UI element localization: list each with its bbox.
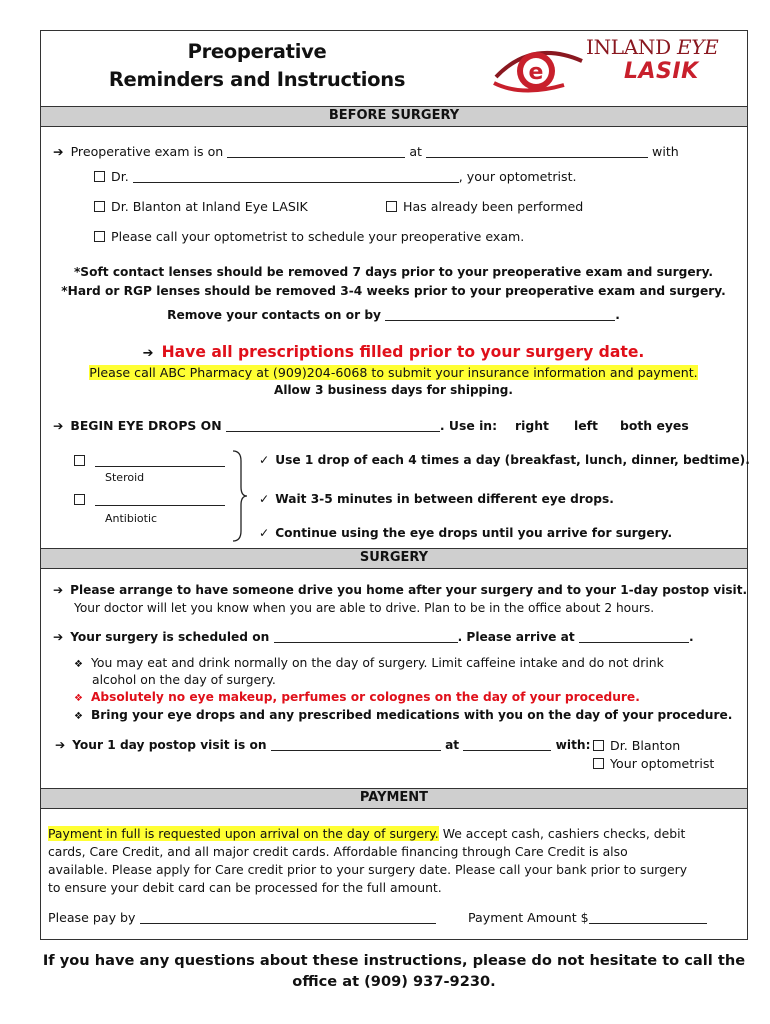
pharmacy-line: Please call ABC Pharmacy at (909)204-6068 to submit your insurance information and payment. (89, 365, 698, 380)
payment-line-4: to ensure your debit card can be processed for the full amount. (48, 880, 442, 895)
postop-visit-line: ➔ Your 1 day postop visit is on at with: (55, 738, 591, 752)
already-performed-checkbox[interactable] (386, 201, 397, 212)
postop-optometrist-option: Your optometrist (593, 756, 714, 771)
blanton-option: Dr. Blanton at Inland Eye LASIK (94, 199, 308, 214)
optometrist-checkbox[interactable] (94, 171, 105, 182)
eye-logo-icon (492, 39, 584, 99)
before-surgery-section (40, 106, 748, 551)
payment-amount-line: Payment Amount $ (468, 910, 707, 925)
checkmark-icon: ✓ (259, 453, 270, 467)
arrival-time-field[interactable] (579, 631, 689, 643)
antibiotic-checkbox[interactable] (74, 494, 85, 505)
page-title (93, 38, 421, 94)
arrow-icon: ➔ (53, 418, 64, 433)
remove-contacts-line: Remove your contacts on or by . (167, 308, 620, 322)
before-surgery-heading: BEFORE SURGERY (41, 107, 747, 127)
hard-lens-note: *Hard or RGP lenses should be removed 3-4 weeks prior to your preoperative exam and surgery. (61, 284, 726, 298)
postop-blanton-option: Dr. Blanton (593, 738, 680, 753)
payment-line-3: available. Please apply for Care credit prior to your surgery date. Please call your bank prior to surgery (48, 862, 688, 877)
antibiotic-label: Antibiotic (105, 512, 158, 525)
payment-section (40, 788, 748, 940)
logo-wordmark: INLAND EYE (586, 35, 719, 59)
arrow-icon: ➔ (53, 630, 64, 644)
surgery-scheduled-line: ➔ Your surgery is scheduled on . Please arrive at . (53, 630, 694, 644)
postop-blanton-checkbox[interactable] (593, 740, 604, 751)
drive-note: Your doctor will let you know when you are able to drive. Plan to be in the office about 2 hours. (74, 601, 655, 615)
steroid-name-field[interactable] (95, 455, 225, 467)
prescriptions-line: ➔ Have all prescriptions filled prior to your surgery date. (142, 343, 645, 361)
payment-line-2: cards, Care Credit, and all major credit cards. Affordable financing through Care Credit is also (48, 844, 628, 859)
arrow-icon: ➔ (142, 346, 154, 361)
inland-eye-lasik-logo (492, 35, 742, 101)
exam-date-line: ➔ Preoperative exam is on at with (53, 144, 679, 159)
diamond-bullet-icon: ❖ (74, 659, 83, 670)
surgery-heading: SURGERY (41, 549, 747, 569)
eye-both-option[interactable]: both eyes (620, 418, 689, 433)
page (40, 30, 748, 106)
pay-by-line: Please pay by (48, 910, 436, 925)
already-performed-option: Has already been performed (386, 199, 583, 214)
soft-lens-note: *Soft contact lenses should be removed 7 days prior to your preoperative exam and surgery. (73, 265, 714, 279)
title-line-2: Reminders and Instructions (108, 68, 406, 91)
drop-instruction-2: ✓ Wait 3-5 minutes in between different eye drops. (259, 492, 614, 506)
diamond-bullet-icon: ❖ (74, 711, 83, 722)
arrow-icon: ➔ (55, 738, 66, 752)
call-optometrist-checkbox[interactable] (94, 231, 105, 242)
postop-time-field[interactable] (463, 739, 551, 751)
eye-drops-date-field[interactable] (226, 420, 440, 432)
pay-by-date-field[interactable] (140, 912, 436, 924)
steroid-drop (74, 453, 225, 468)
arrow-icon: ➔ (53, 583, 64, 597)
shipping-note: Allow 3 business days for shipping. (274, 383, 513, 397)
eye-drops-line: ➔ BEGIN EYE DROPS ON . Use in: (53, 418, 498, 433)
arrow-icon: ➔ (53, 144, 64, 159)
eat-drink-bullet: ❖ You may eat and drink normally on the day of surgery. Limit caffeine intake and do not drink (74, 655, 664, 670)
eat-drink-bullet-cont: alcohol on the day of surgery. (92, 672, 276, 687)
steroid-checkbox[interactable] (74, 455, 85, 466)
checkmark-icon: ✓ (259, 492, 270, 506)
antibiotic-drop (74, 492, 225, 507)
brace-icon (231, 447, 249, 545)
form-header (40, 30, 748, 106)
eye-right-option[interactable]: right (515, 418, 549, 433)
payment-amount-field[interactable] (589, 912, 707, 924)
diamond-bullet-icon: ❖ (74, 693, 83, 704)
payment-text (48, 825, 748, 897)
blanton-checkbox[interactable] (94, 201, 105, 212)
eye-left-option[interactable]: left (574, 418, 598, 433)
drop-instruction-3: ✓ Continue using the eye drops until you arrive for surgery. (259, 526, 673, 540)
title-line-1: Preoperative (187, 40, 327, 63)
questions-footer (40, 950, 748, 992)
surgery-date-field[interactable] (274, 631, 458, 643)
footer-line-2: office at (909) 937-9230. (292, 973, 496, 990)
bring-drops-bullet: ❖ Bring your eye drops and any prescribed medications with you on the day of your procedure. (74, 708, 733, 722)
payment-heading: PAYMENT (41, 789, 747, 809)
drop-instruction-1: ✓ Use 1 drop of each 4 times a day (breakfast, lunch, dinner, bedtime). (259, 453, 750, 467)
arrange-ride-line: ➔ Please arrange to have someone drive you home after your surgery and to your 1-day postop visit. (53, 583, 748, 597)
optometrist-name-field[interactable] (133, 171, 459, 183)
exam-date-field[interactable] (227, 146, 405, 158)
svg-text:e: e (528, 60, 544, 85)
logo-lasik: LASIK (624, 59, 699, 84)
no-makeup-bullet: ❖ Absolutely no eye makeup, perfumes or colognes on the day of your procedure. (74, 690, 640, 704)
remove-contacts-date-field[interactable] (385, 309, 615, 321)
exam-location-field[interactable] (426, 146, 648, 158)
footer-line-1: If you have any questions about these instructions, please do not hesitate to call the (42, 952, 746, 969)
optometrist-line: Dr. , your optometrist. (94, 169, 577, 184)
antibiotic-name-field[interactable] (95, 494, 225, 506)
postop-date-field[interactable] (271, 739, 441, 751)
call-optometrist-option: Please call your optometrist to schedule your preoperative exam. (94, 229, 524, 244)
steroid-label: Steroid (105, 471, 145, 484)
surgery-section (40, 548, 748, 791)
checkmark-icon: ✓ (259, 526, 270, 540)
postop-optometrist-checkbox[interactable] (593, 758, 604, 769)
payment-line-1: Payment in full is requested upon arrival on the day of surgery. We accept cash, cashiers checks, debit (48, 826, 686, 841)
